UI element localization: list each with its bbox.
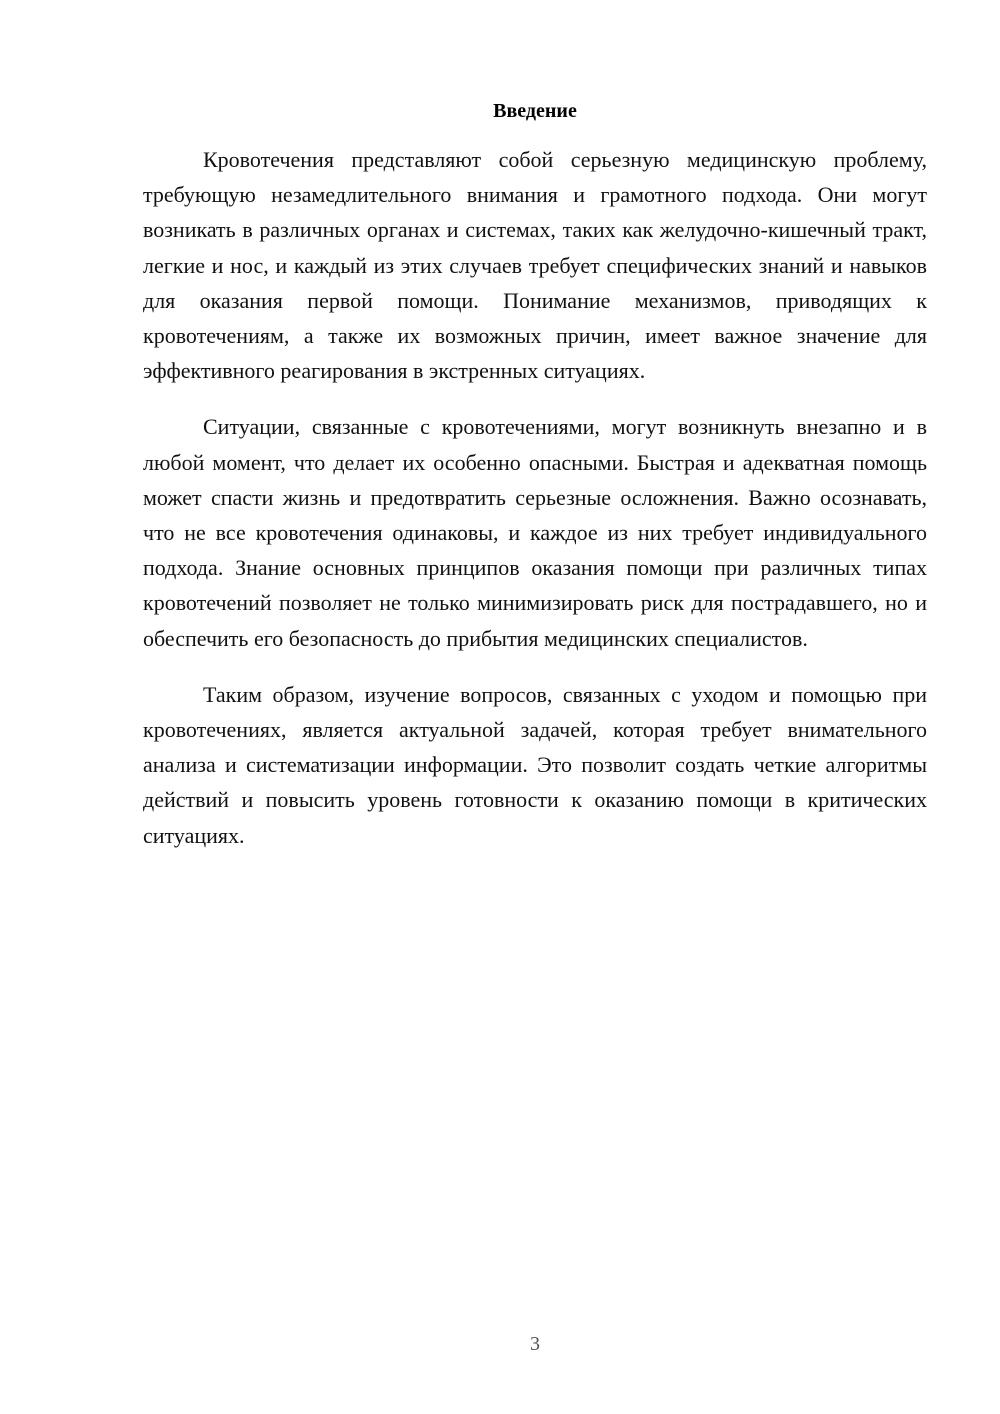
paragraph-2: Ситуации, связанные с кровотечениями, могут возникнуть внезапно и в любой момент, что делает их особенно опасными. Быстрая и адекватная помощь может спасти жизнь и предотвратить серьезные осложнения. Важно осознавать, что не все кровотечения одинаковы, и каждое из них требует индивидуального подхода. Знание основных принципов оказания помощи при различных типах кровотечений позволяет не только минимизировать риск для пострадавшего, но и обеспечить его безопасность до прибытия медицинских специалистов.	[143, 414, 927, 651]
section-heading: Введение	[493, 100, 577, 122]
paragraph-3: Таким образом, изучение вопросов, связанных с уходом и помощью при кровотечениях, является актуальной задачей, которая требует внимательного анализа и систематизации информации. Это позволит создать четкие алгоритмы действий и повысить уровень готовности к оказанию помощи в критических ситуациях.	[143, 681, 927, 848]
page-number: 3	[530, 1333, 540, 1355]
paragraph-1: Кровотечения представляют собой серьезную медицинскую проблему, требующую незамедлительного внимания и грамотного подхода. Они могут возникать в различных органах и системах, таких как желудочно-кишечный тракт, легкие и нос, и каждый из этих случаев требует специфических знаний и навыков для оказания первой помощи. Понимание механизмов, приводящих к кровотечениям, а также их возможных причин, имеет важное значение для эффективного реагирования в экстренных ситуациях.	[143, 147, 927, 384]
page-content	[143, 96, 927, 874]
